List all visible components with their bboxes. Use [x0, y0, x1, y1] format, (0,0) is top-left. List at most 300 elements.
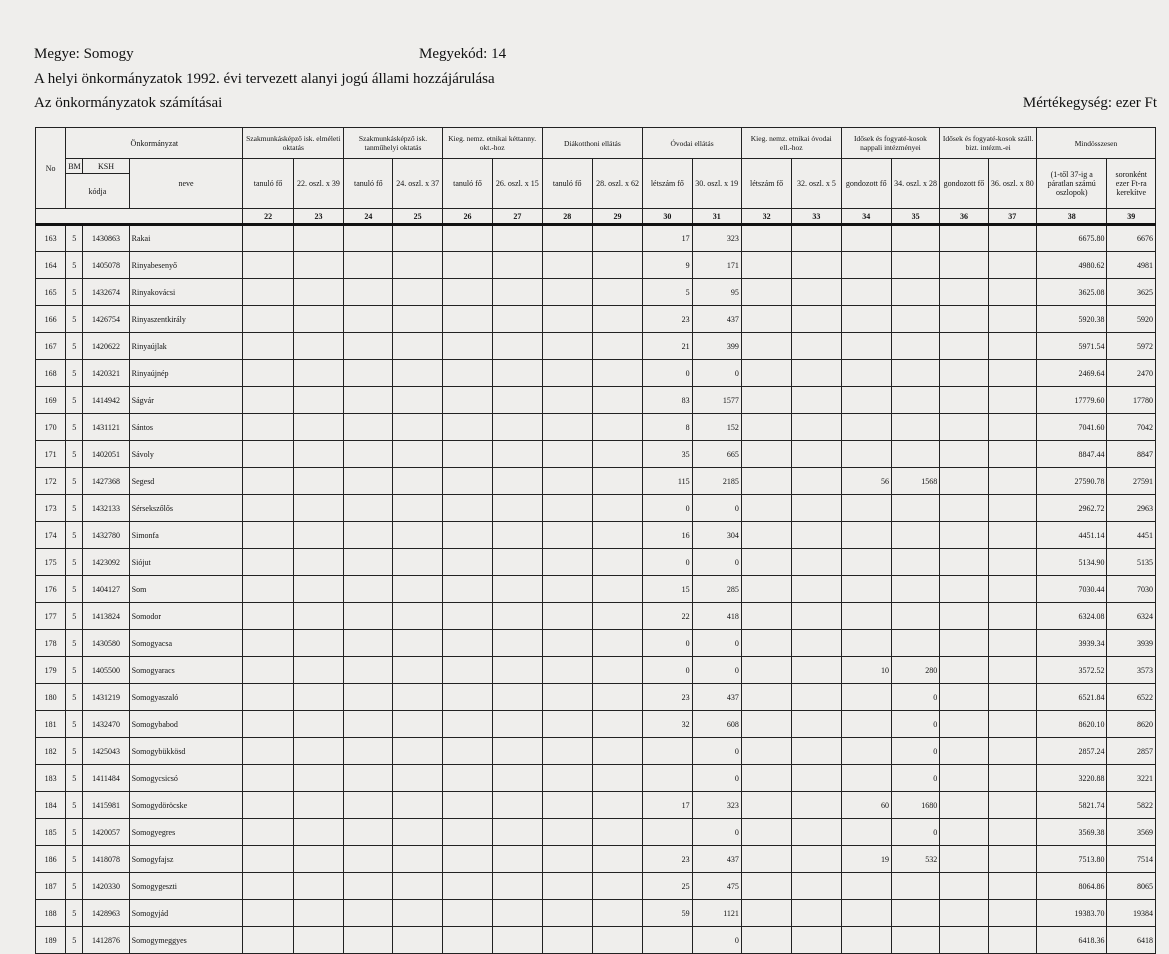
cell-27 — [493, 684, 542, 711]
cell-26 — [442, 819, 492, 846]
cell-30: 17 — [643, 225, 692, 252]
header-sub-29: 28. oszl. x 62 — [592, 159, 642, 209]
cell-name: Rinyaszentkirály — [129, 306, 243, 333]
cell-no: 188 — [36, 900, 66, 927]
table-row — [36, 630, 1156, 657]
cell-27 — [493, 333, 542, 360]
cell-37 — [988, 711, 1036, 738]
cell-39: 6522 — [1107, 684, 1156, 711]
cell-36 — [940, 846, 988, 873]
cell-26 — [442, 387, 492, 414]
cell-38: 7513.80 — [1036, 846, 1107, 873]
cell-33 — [792, 495, 841, 522]
cell-31: 0 — [692, 819, 741, 846]
cell-37 — [988, 522, 1036, 549]
cell-no: 181 — [36, 711, 66, 738]
cell-36 — [940, 711, 988, 738]
cell-39: 27591 — [1107, 468, 1156, 495]
cell-36 — [940, 927, 988, 954]
cell-name: Rinyaújnép — [129, 360, 243, 387]
cell-35 — [891, 225, 939, 252]
cell-37 — [988, 495, 1036, 522]
cell-27 — [493, 846, 542, 873]
cell-22 — [243, 360, 293, 387]
cell-36 — [940, 819, 988, 846]
cell-ksh: 1411484 — [83, 765, 129, 792]
cell-32 — [741, 819, 791, 846]
cell-26 — [442, 684, 492, 711]
cell-27 — [493, 603, 542, 630]
cell-name: Somogyjád — [129, 900, 243, 927]
cell-28 — [542, 657, 592, 684]
cell-37 — [988, 414, 1036, 441]
cell-29 — [592, 873, 642, 900]
cell-30: 23 — [643, 846, 692, 873]
cell-24 — [344, 873, 393, 900]
cell-36 — [940, 252, 988, 279]
cell-36 — [940, 873, 988, 900]
cell-35: 0 — [891, 738, 939, 765]
cell-24 — [344, 846, 393, 873]
cell-34 — [841, 684, 891, 711]
cell-ksh: 1405500 — [83, 657, 129, 684]
table-row — [36, 873, 1156, 900]
cell-24 — [344, 630, 393, 657]
cell-30: 0 — [643, 495, 692, 522]
cell-34 — [841, 225, 891, 252]
cell-34 — [841, 765, 891, 792]
cell-name: Sérsekszőlős — [129, 495, 243, 522]
cell-31: 0 — [692, 630, 741, 657]
cell-26 — [442, 792, 492, 819]
cell-26 — [442, 873, 492, 900]
cell-no: 182 — [36, 738, 66, 765]
header-sub-34: gondozott fő — [841, 159, 891, 209]
cell-35 — [891, 387, 939, 414]
cell-35 — [891, 252, 939, 279]
cell-26 — [442, 468, 492, 495]
cell-39: 19384 — [1107, 900, 1156, 927]
cell-33 — [792, 711, 841, 738]
cell-30 — [643, 765, 692, 792]
cell-36 — [940, 360, 988, 387]
cell-no: 168 — [36, 360, 66, 387]
table-row — [36, 819, 1156, 846]
cell-28 — [542, 252, 592, 279]
cell-ksh: 1420321 — [83, 360, 129, 387]
cell-28 — [542, 387, 592, 414]
cell-31: 418 — [692, 603, 741, 630]
cell-23 — [293, 252, 343, 279]
cell-34 — [841, 360, 891, 387]
cell-29 — [592, 927, 642, 954]
cell-24 — [344, 414, 393, 441]
cell-33 — [792, 441, 841, 468]
cell-26 — [442, 630, 492, 657]
cell-38: 2857.24 — [1036, 738, 1107, 765]
cell-23 — [293, 468, 343, 495]
cell-35: 0 — [891, 765, 939, 792]
cell-no: 167 — [36, 333, 66, 360]
cell-27 — [493, 576, 542, 603]
cell-32 — [741, 549, 791, 576]
cell-36 — [940, 522, 988, 549]
cell-38: 6521.84 — [1036, 684, 1107, 711]
cell-29 — [592, 522, 642, 549]
cell-37 — [988, 792, 1036, 819]
cell-ksh: 1413824 — [83, 603, 129, 630]
cell-34 — [841, 738, 891, 765]
cell-29 — [592, 711, 642, 738]
cell-30: 16 — [643, 522, 692, 549]
cell-37 — [988, 873, 1036, 900]
cell-35 — [891, 576, 939, 603]
cell-31: 152 — [692, 414, 741, 441]
cell-bm: 5 — [66, 279, 83, 306]
cell-name: Somogyaszaló — [129, 684, 243, 711]
cell-38: 8847.44 — [1036, 441, 1107, 468]
cell-37 — [988, 846, 1036, 873]
cell-22 — [243, 738, 293, 765]
cell-bm: 5 — [66, 306, 83, 333]
cell-38: 6324.08 — [1036, 603, 1107, 630]
header-sub-36: gondozott fő — [940, 159, 988, 209]
cell-no: 165 — [36, 279, 66, 306]
cell-23 — [293, 495, 343, 522]
cell-35 — [891, 441, 939, 468]
cell-32 — [741, 792, 791, 819]
cell-25 — [393, 873, 442, 900]
document-title: A helyi önkormányzatok 1992. évi tervezett alanyi jogú állami hozzájárulása — [34, 71, 495, 87]
table-row — [36, 306, 1156, 333]
cell-name: Somogybabod — [129, 711, 243, 738]
cell-26 — [442, 549, 492, 576]
cell-32 — [741, 441, 791, 468]
header-num-23: 23 — [293, 209, 343, 225]
table-body — [36, 225, 1156, 954]
cell-no: 180 — [36, 684, 66, 711]
cell-39: 4451 — [1107, 522, 1156, 549]
cell-25 — [393, 603, 442, 630]
cell-38: 7030.44 — [1036, 576, 1107, 603]
cell-39: 3221 — [1107, 765, 1156, 792]
cell-31: 399 — [692, 333, 741, 360]
cell-bm: 5 — [66, 873, 83, 900]
cell-32 — [741, 252, 791, 279]
cell-ksh: 1418078 — [83, 846, 129, 873]
cell-29 — [592, 225, 642, 252]
cell-39: 8065 — [1107, 873, 1156, 900]
cell-35 — [891, 873, 939, 900]
cell-ksh: 1431121 — [83, 414, 129, 441]
cell-25 — [393, 927, 442, 954]
header-num-26: 26 — [442, 209, 492, 225]
cell-38: 17779.60 — [1036, 387, 1107, 414]
cell-32 — [741, 306, 791, 333]
cell-27 — [493, 252, 542, 279]
cell-34 — [841, 819, 891, 846]
cell-28 — [542, 630, 592, 657]
cell-28 — [542, 900, 592, 927]
cell-39: 7030 — [1107, 576, 1156, 603]
cell-28 — [542, 468, 592, 495]
cell-39: 5972 — [1107, 333, 1156, 360]
cell-23 — [293, 846, 343, 873]
header-no: No — [36, 128, 66, 209]
cell-37 — [988, 468, 1036, 495]
cell-name: Simonfa — [129, 522, 243, 549]
cell-26 — [442, 711, 492, 738]
header-group-7: Idősek és fogyaté-kosok nappali intézményei — [841, 128, 940, 159]
cell-33 — [792, 333, 841, 360]
cell-28 — [542, 819, 592, 846]
cell-no: 169 — [36, 387, 66, 414]
cell-22 — [243, 252, 293, 279]
cell-39: 3625 — [1107, 279, 1156, 306]
cell-38: 4451.14 — [1036, 522, 1107, 549]
cell-25 — [393, 657, 442, 684]
cell-34 — [841, 441, 891, 468]
cell-32 — [741, 738, 791, 765]
cell-29 — [592, 468, 642, 495]
cell-30: 8 — [643, 414, 692, 441]
cell-31: 0 — [692, 495, 741, 522]
cell-39: 6676 — [1107, 225, 1156, 252]
cell-29 — [592, 657, 642, 684]
cell-27 — [493, 387, 542, 414]
cell-no: 170 — [36, 414, 66, 441]
cell-37 — [988, 306, 1036, 333]
cell-bm: 5 — [66, 360, 83, 387]
cell-37 — [988, 549, 1036, 576]
header-sub-31: 30. oszl. x 19 — [692, 159, 741, 209]
cell-31: 1121 — [692, 900, 741, 927]
cell-no: 184 — [36, 792, 66, 819]
cell-38: 5971.54 — [1036, 333, 1107, 360]
cell-27 — [493, 225, 542, 252]
cell-27 — [493, 900, 542, 927]
cell-33 — [792, 225, 841, 252]
header-num-34: 34 — [841, 209, 891, 225]
table-row — [36, 441, 1156, 468]
cell-26 — [442, 657, 492, 684]
cell-23 — [293, 927, 343, 954]
cell-30: 22 — [643, 603, 692, 630]
cell-26 — [442, 360, 492, 387]
cell-29 — [592, 819, 642, 846]
cell-27 — [493, 495, 542, 522]
cell-no: 183 — [36, 765, 66, 792]
cell-26 — [442, 576, 492, 603]
header-num-32: 32 — [741, 209, 791, 225]
cell-27 — [493, 549, 542, 576]
cell-no: 173 — [36, 495, 66, 522]
cell-33 — [792, 576, 841, 603]
cell-37 — [988, 576, 1036, 603]
cell-33 — [792, 684, 841, 711]
header-group-1: Szakmunkásképző isk. elméleti oktatás — [243, 128, 344, 159]
cell-22 — [243, 603, 293, 630]
cell-bm: 5 — [66, 225, 83, 252]
header-group-3: Kieg. nemz. etnikai kéttanny. okt.-hoz — [442, 128, 542, 159]
cell-26 — [442, 765, 492, 792]
cell-ksh: 1426754 — [83, 306, 129, 333]
cell-22 — [243, 711, 293, 738]
cell-35 — [891, 549, 939, 576]
cell-27 — [493, 306, 542, 333]
cell-33 — [792, 738, 841, 765]
cell-bm: 5 — [66, 387, 83, 414]
cell-30: 9 — [643, 252, 692, 279]
cell-32 — [741, 495, 791, 522]
cell-35: 0 — [891, 711, 939, 738]
cell-32 — [741, 657, 791, 684]
cell-38: 6418.36 — [1036, 927, 1107, 954]
cell-27 — [493, 414, 542, 441]
cell-24 — [344, 360, 393, 387]
cell-no: 176 — [36, 576, 66, 603]
cell-22 — [243, 900, 293, 927]
cell-32 — [741, 387, 791, 414]
cell-22 — [243, 225, 293, 252]
cell-23 — [293, 765, 343, 792]
header-sub-39: soronként ezer Ft-ra kerekítve — [1107, 159, 1156, 209]
cell-28 — [542, 873, 592, 900]
cell-38: 8064.86 — [1036, 873, 1107, 900]
cell-38: 5920.38 — [1036, 306, 1107, 333]
cell-29 — [592, 549, 642, 576]
cell-name: Somogycsicsó — [129, 765, 243, 792]
cell-26 — [442, 279, 492, 306]
cell-22 — [243, 522, 293, 549]
cell-name: Somogyegres — [129, 819, 243, 846]
header-num-36: 36 — [940, 209, 988, 225]
cell-31: 285 — [692, 576, 741, 603]
header-bm: BM — [66, 159, 83, 174]
cell-29 — [592, 414, 642, 441]
cell-24 — [344, 603, 393, 630]
cell-38: 5821.74 — [1036, 792, 1107, 819]
cell-37 — [988, 630, 1036, 657]
cell-37 — [988, 279, 1036, 306]
cell-name: Somogymeggyes — [129, 927, 243, 954]
cell-33 — [792, 252, 841, 279]
cell-36 — [940, 441, 988, 468]
cell-35: 532 — [891, 846, 939, 873]
cell-35 — [891, 603, 939, 630]
cell-26 — [442, 846, 492, 873]
cell-bm: 5 — [66, 711, 83, 738]
cell-bm: 5 — [66, 549, 83, 576]
cell-22 — [243, 279, 293, 306]
table-row — [36, 684, 1156, 711]
cell-26 — [442, 900, 492, 927]
cell-33 — [792, 846, 841, 873]
header-group-5: Óvodai ellátás — [643, 128, 742, 159]
cell-name: Sávoly — [129, 441, 243, 468]
cell-name: Rinyabesenyő — [129, 252, 243, 279]
table-row — [36, 900, 1156, 927]
cell-30: 35 — [643, 441, 692, 468]
cell-24 — [344, 252, 393, 279]
cell-32 — [741, 711, 791, 738]
cell-36 — [940, 603, 988, 630]
cell-36 — [940, 468, 988, 495]
cell-name: Som — [129, 576, 243, 603]
cell-39: 5135 — [1107, 549, 1156, 576]
cell-38: 8620.10 — [1036, 711, 1107, 738]
header-num-38: 38 — [1036, 209, 1107, 225]
cell-27 — [493, 711, 542, 738]
unit-label: Mértékegység: ezer Ft — [1022, 95, 1157, 111]
cell-bm: 5 — [66, 522, 83, 549]
cell-24 — [344, 792, 393, 819]
cell-36 — [940, 630, 988, 657]
cell-28 — [542, 738, 592, 765]
cell-no: 172 — [36, 468, 66, 495]
header-num-29: 29 — [592, 209, 642, 225]
cell-26 — [442, 225, 492, 252]
cell-37 — [988, 360, 1036, 387]
cell-38: 3572.52 — [1036, 657, 1107, 684]
table-row — [36, 387, 1156, 414]
cell-31: 0 — [692, 738, 741, 765]
header-num-27: 27 — [493, 209, 542, 225]
cell-27 — [493, 657, 542, 684]
cell-ksh: 1432133 — [83, 495, 129, 522]
cell-no: 175 — [36, 549, 66, 576]
cell-31: 0 — [692, 927, 741, 954]
cell-34 — [841, 576, 891, 603]
cell-30: 15 — [643, 576, 692, 603]
cell-30 — [643, 738, 692, 765]
cell-38: 2469.64 — [1036, 360, 1107, 387]
table-row — [36, 279, 1156, 306]
cell-36 — [940, 333, 988, 360]
cell-24 — [344, 927, 393, 954]
cell-23 — [293, 549, 343, 576]
cell-25 — [393, 819, 442, 846]
cell-bm: 5 — [66, 765, 83, 792]
cell-28 — [542, 603, 592, 630]
cell-27 — [493, 630, 542, 657]
cell-bm: 5 — [66, 603, 83, 630]
cell-36 — [940, 900, 988, 927]
cell-34 — [841, 306, 891, 333]
cell-35 — [891, 927, 939, 954]
cell-23 — [293, 522, 343, 549]
cell-39: 5920 — [1107, 306, 1156, 333]
cell-no: 164 — [36, 252, 66, 279]
table-row — [36, 603, 1156, 630]
header-sub-35: 34. oszl. x 28 — [891, 159, 939, 209]
cell-32 — [741, 576, 791, 603]
header-group-8: Idősek és fogyaté-kosok száll. bizt. intézm.-ei — [940, 128, 1037, 159]
cell-28 — [542, 684, 592, 711]
table-row — [36, 765, 1156, 792]
cell-27 — [493, 441, 542, 468]
header-ksh: KSH — [83, 159, 129, 174]
cell-22 — [243, 549, 293, 576]
cell-24 — [344, 684, 393, 711]
cell-34 — [841, 711, 891, 738]
cell-25 — [393, 630, 442, 657]
cell-33 — [792, 279, 841, 306]
cell-39: 2857 — [1107, 738, 1156, 765]
cell-38: 4980.62 — [1036, 252, 1107, 279]
cell-31: 608 — [692, 711, 741, 738]
table-row — [36, 711, 1156, 738]
